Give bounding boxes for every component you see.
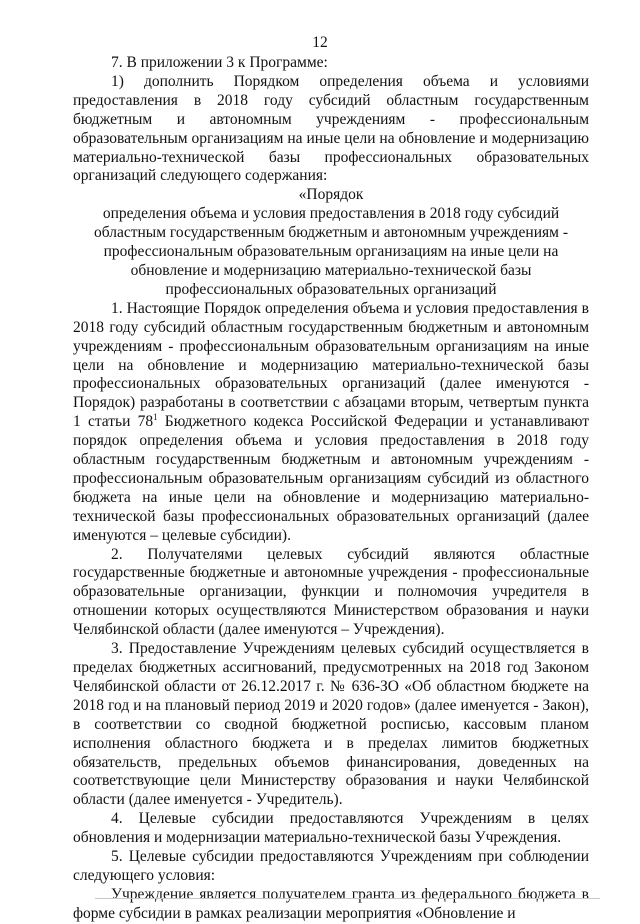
paragraph-item-5-condition: Учреждение является получателем гранта из федерального бюджета в форме субсидии в рамках реализации мероприятия «Обновление и	[73, 885, 589, 922]
article-superscript: 1	[153, 412, 158, 423]
procedure-title: определения объема и условия предоставления в 2018 году субсидий областным государственным бюджетным и автономным учреждениям - профессиональным образовательным организациям на иные цели на обновление и модернизацию материально-технической базы профессиональных образовательных организаций	[93, 205, 568, 298]
bottom-scan-line	[95, 898, 600, 899]
paragraph-item-3: 3. Предоставление Учреждениям целевых субсидий осуществляется в пределах бюджетных ассигнований, предусмотренных на 2018 год Законом Челябинской области от 26.12.2017 г. № 636-ЗО «Об областном бюджете на 2018 год и на плановый период 2019 и 2020 годов» (далее именуется - Закон), в соответствии со сводной бюджетной росписью, кассовым планом исполнения областного бюджета и в пределах лимитов бюджетных обязательств, предельных объемов финансирования, доведенных на соответствующие цели Министерству образования и науки Челябинской области (далее именуется - Учредитель).	[73, 640, 589, 809]
document-body	[73, 54, 589, 924]
item-1-text-end: Бюджетного кодекса Российской Федерации и устанавливают порядок определения объема и условия предоставления в 2018 году областным государственным бюджетным и автономным учреждениям - профессиональным образовательным организациям субсидий из областного бюджета на иные цели на обновление и модернизацию материально-технической базы профессиональных образовательных организаций (далее именуются – целевые субсидии).	[73, 413, 589, 544]
paragraph-item-4: 4. Целевые субсидии предоставляются Учреждениям в целях обновления и модернизации материально-технической базы Учреждения.	[73, 810, 589, 847]
paragraph-amendment: 1) дополнить Порядком определения объема и условиями предоставления в 2018 году субсидий областным государственным бюджетным и автономным учреждениям - профессиональным образовательным организациям на иные цели на обновление и модернизацию материально-технической базы профессиональных образовательных организаций следующего содержания:	[73, 72, 589, 185]
paragraph-item-5: 5. Целевые субсидии предоставляются Учреждениям при соблюдении следующего условия:	[73, 848, 589, 884]
paragraph-item-2: 2. Получателями целевых субсидий являются областные государственные бюджетные и автономные учреждения - профессиональные образовательные организации, функции и полномочия учредителя в отношении которых осуществляются Министерством образования и науки Челябинской области (далее именуются – Учреждения).	[73, 545, 589, 639]
procedure-title-word: «Порядок	[298, 186, 364, 204]
item-1-text-start: 1. Настоящие Порядок определения объема и условия предоставления в 2018 году субсидий областным государственным бюджетным и автономным учреждениям - профессиональным образовательным организациям на иные цели на обновление и модернизацию материально-технической базы профессиональных образовательных организаций (далее именуются - Порядок) разработаны в соответствии с абзацами вторым, четвертым пункта 1 статьи 78	[73, 299, 589, 431]
section-heading: 7. В приложении 3 к Программе:	[111, 54, 328, 71]
page-number: 12	[312, 34, 328, 51]
paragraph-item-1	[73, 300, 589, 546]
